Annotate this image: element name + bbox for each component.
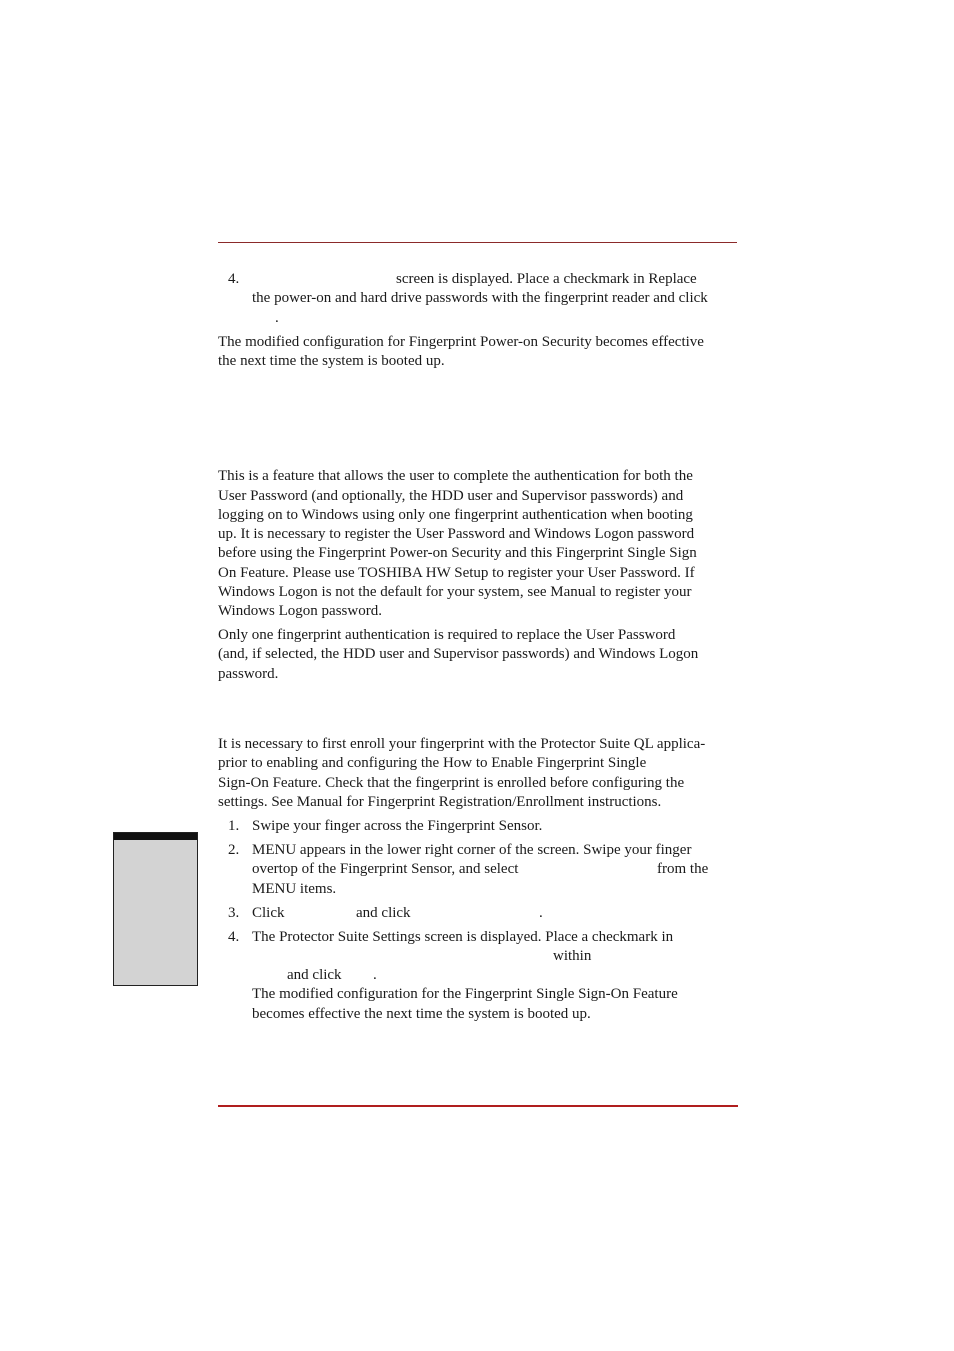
step-text: MENU appears in the lower right corner of the screen. Swipe your finger [252,842,692,858]
step-text: and click [356,905,411,921]
paragraph-line: User Password (and optionally, the HDD user and Supervisor passwords) and [218,488,684,504]
paragraph-line: settings. See Manual for Fingerprint Registration/Enrollment instructions. [218,794,662,810]
footer-rule [218,1105,738,1107]
paragraph-line: the next time the system is booted up. [218,353,445,369]
step-number: 1. [228,818,240,834]
step-number: 4. [228,271,240,287]
step-text: Click [252,905,285,921]
paragraph-line: This is a feature that allows the user to complete the authentication for both the [218,468,693,484]
step-note: becomes effective the next time the system is booted up. [252,1006,591,1022]
header-rule [218,242,737,243]
paragraph-line: prior to enabling and configuring the How to Enable Fingerprint Single [218,755,647,771]
step-text: and click [287,967,342,983]
chapter-side-tab [113,832,198,986]
step-text: from the [657,861,709,877]
step-text: overtop of the Fingerprint Sensor, and select [252,861,519,877]
side-tab-bar [114,833,197,840]
step-text: The Protector Suite Settings screen is displayed. Place a checkmark in [252,929,674,945]
step-text: . [373,967,377,983]
paragraph-line: logging on to Windows using only one fingerprint authentication when booting [218,507,693,523]
step-text: screen is displayed. Place a checkmark in Replace [396,271,697,287]
step-text: . [275,310,279,326]
paragraph-line: Sign-On Feature. Check that the fingerprint is enrolled before configuring the [218,775,685,791]
step-note: The modified configuration for the Fingerprint Single Sign-On Feature [252,986,678,1002]
step-text: within [553,948,592,964]
paragraph-line: up. It is necessary to register the User Password and Windows Logon password [218,526,695,542]
paragraph-line: Windows Logon is not the default for your system, see Manual to register your [218,584,692,600]
paragraph-line: On Feature. Please use TOSHIBA HW Setup to register your User Password. If [218,565,695,581]
step-text: . [539,905,543,921]
paragraph-line: It is necessary to first enroll your fingerprint with the Protector Suite QL applica- [218,736,706,752]
step-number: 4. [228,929,240,945]
paragraph-line: Windows Logon password. [218,603,382,619]
step-text: Swipe your finger across the Fingerprint Sensor. [252,818,543,834]
paragraph-line: before using the Fingerprint Power-on Security and this Fingerprint Single Sign [218,545,697,561]
step-number: 3. [228,905,240,921]
step-text: MENU items. [252,881,337,897]
paragraph-line: password. [218,666,279,682]
step-number: 2. [228,842,240,858]
paragraph-line: The modified configuration for Fingerprint Power-on Security becomes effective [218,334,704,350]
paragraph-line: (and, if selected, the HDD user and Supervisor passwords) and Windows Logon [218,646,699,662]
paragraph-line: Only one fingerprint authentication is required to replace the User Password [218,627,676,643]
step-text: the power-on and hard drive passwords with the fingerprint reader and click [252,290,708,306]
